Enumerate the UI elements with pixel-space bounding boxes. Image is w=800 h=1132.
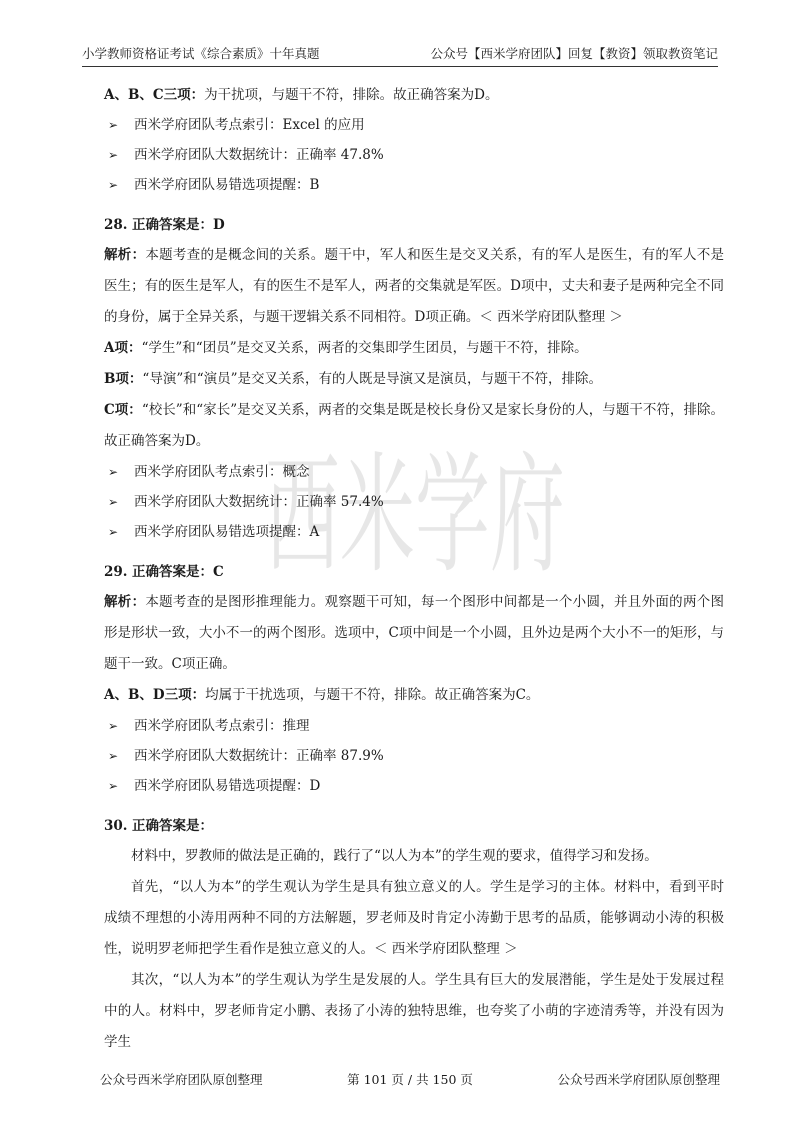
arrow-bullet-icon: ➢ (108, 749, 119, 763)
q29-bullet-stats: ➢ 西米学府团队大数据统计：正确率 87.9% (104, 741, 724, 771)
footer-left: 公众号西米学府团队原创整理 (100, 1072, 263, 1087)
q28-bullet-error: ➢ 西米学府团队易错选项提醒：A (104, 517, 724, 547)
intro-bullet-error: ➢ 西米学府团队易错选项提醒：B (104, 170, 724, 200)
q28-analysis: 解析：本题考查的是概念间的关系。题干中，军人和医生是交叉关系，有的军人是医生，有的军人不是医生；有的医生是军人，有的医生不是军人，两者的交集就是军医。D项中，丈夫和妻子是两种完全不同的身份，属于全异关系，与题干逻辑关系不同相符。D项正确。＜ 西米学府团队整理 ＞ (104, 247, 725, 325)
intro-abc: A、B、C三项：为干扰项，与题干不符，排除。故正确答案为D。 (104, 87, 499, 103)
arrow-bullet-icon: ➢ (108, 465, 119, 479)
q30-heading: 30. 正确答案是： (104, 818, 213, 834)
arrow-bullet-icon: ➢ (108, 148, 119, 162)
q29-option-abd: A、B、D三项：均属于干扰选项，与题干不符，排除。故正确答案为C。 (104, 687, 540, 703)
header-promo: 公众号【西米学府团队】回复【教资】领取教资笔记 (430, 46, 718, 61)
header-title: 小学教师资格证考试《综合素质》十年真题 (82, 46, 320, 61)
q28-option-b: B项：“导演”和“演员”是交叉关系，有的人既是导演又是演员，与题干不符，排除。 (104, 371, 603, 387)
q30-paragraph-3: 其次，“以人为本”的学生观认为学生是发展的人。学生具有巨大的发展潜能，学生是处于发展过程中的人。材料中，罗老师肯定小鹏、表扬了小涛的独特思维，也夸奖了小萌的字迹清秀等，并没有因为学生 (104, 972, 724, 1050)
arrow-bullet-icon: ➢ (108, 118, 119, 132)
q29-heading: 29. 正确答案是：C (104, 564, 224, 580)
q29-bullet-index: ➢ 西米学府团队考点索引：推理 (104, 711, 724, 741)
watermark-text: 西米学府 (265, 439, 565, 591)
q28-option-a: A项：“学生”和“团员”是交叉关系，两者的交集即学生团员，与题干不符，排除。 (104, 340, 588, 356)
arrow-bullet-icon: ➢ (108, 178, 119, 192)
q30-paragraph-2: 首先，“以人为本”的学生观认为学生是具有独立意义的人。学生是学习的主体。材料中，看到平时成绩不理想的小涛用两种不同的方法解题，罗老师及时肯定小涛勤于思考的品质，能够调动小涛的积极性，说明罗老师把学生看作是独立意义的人。＜ 西米学府团队整理 ＞ (104, 879, 724, 957)
arrow-bullet-icon: ➢ (108, 719, 119, 733)
q29-analysis: 解析：本题考查的是图形推理能力。观察题干可知，每一个图形中间都是一个小圆，并且外面的两个图形是形状一致，大小不一的两个图形。选项中，C项中间是一个小圆，且外边是两个大小不一的矩形，与题干一致。C项正确。 (104, 594, 725, 672)
q28-bullet-stats: ➢ 西米学府团队大数据统计：正确率 57.4% (104, 487, 724, 517)
q28-option-c: C项：“校长”和“家长”是交叉关系，两者的交集是既是校长身份又是家长身份的人，与题干不符，排除。故正确答案为D。 (104, 402, 725, 449)
q28-heading: 28. 正确答案是：D (104, 217, 225, 233)
arrow-bullet-icon: ➢ (108, 525, 119, 539)
arrow-bullet-icon: ➢ (108, 495, 119, 509)
intro-bullet-index: ➢ 西米学府团队考点索引：Excel 的应用 (104, 110, 724, 140)
page-header (82, 44, 718, 67)
q28-bullet-index: ➢ 西米学府团队考点索引：概念 (104, 457, 724, 487)
page-number: 第 101 页 / 共 150 页 (347, 1072, 473, 1087)
arrow-bullet-icon: ➢ (108, 779, 119, 793)
page-content (104, 80, 724, 1058)
q30-paragraph-1: 材料中，罗教师的做法是正确的，践行了“以人为本”的学生观的要求，值得学习和发扬。 (131, 848, 658, 864)
footer-right: 公众号西米学府团队原创整理 (557, 1072, 720, 1087)
page-footer (100, 1070, 720, 1090)
q29-bullet-error: ➢ 西米学府团队易错选项提醒：D (104, 771, 724, 801)
intro-bullet-stats: ➢ 西米学府团队大数据统计：正确率 47.8% (104, 140, 724, 170)
